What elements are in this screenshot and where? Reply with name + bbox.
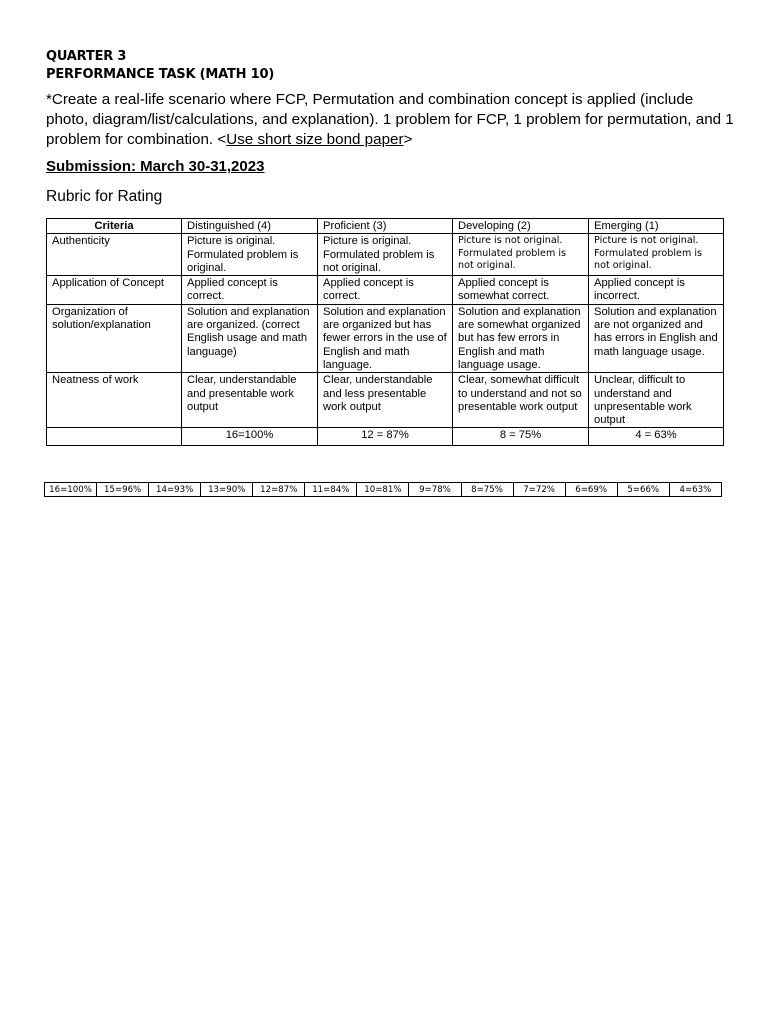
total-cell: 12 = 87%	[318, 428, 453, 446]
rubric-cell: Solution and explanation are organized. (correct English usage and math language)	[182, 304, 318, 372]
scale-cell: 12=87%	[253, 483, 305, 497]
header-criteria: Criteria	[47, 219, 182, 234]
header-distinguished: Distinguished (4)	[182, 219, 318, 234]
rubric-cell: Picture is original. Formulated problem is not original.	[318, 234, 453, 276]
scale-cell: 15=96%	[97, 483, 149, 497]
scale-cell: 4=63%	[669, 483, 721, 497]
rubric-cell: Applied concept is correct.	[318, 276, 453, 305]
rubric-caption: Rubric for Rating	[46, 188, 163, 205]
header-developing: Developing (2)	[453, 219, 589, 234]
rubric-header-row	[47, 219, 724, 234]
rubric-cell: Solution and explanation are organized but has fewer errors in the use of English and math language.	[318, 304, 453, 372]
total-cell	[47, 428, 182, 446]
rubric-cell: Picture is not original. Formulated problem is not original.	[453, 234, 589, 276]
rubric-table	[46, 218, 724, 446]
paper-size-note: Use short size bond paper	[226, 131, 404, 148]
rubric-row-application	[47, 276, 724, 305]
header-emerging: Emerging (1)	[589, 219, 724, 234]
instructions-paragraph	[46, 90, 736, 150]
score-scale-row	[45, 483, 722, 497]
rubric-cell: Unclear, difficult to understand and unpresentable work output	[589, 373, 724, 428]
instructions-text: *Create a real-life scenario where FCP, Permutation and combination concept is applied (include photo, diagram/list/calculations, and explanation). 1 problem for FCP, 1 problem for permutation, and 1 problem for combination. <	[46, 91, 734, 148]
rubric-cell: Applied concept is incorrect.	[589, 276, 724, 305]
rubric-row-neatness	[47, 373, 724, 428]
total-cell: 16=100%	[182, 428, 318, 446]
scale-cell: 7=72%	[513, 483, 565, 497]
scale-cell: 10=81%	[357, 483, 409, 497]
rubric-cell: Solution and explanation are not organized and has errors in English and math language usage.	[589, 304, 724, 372]
instructions-suffix: >	[403, 131, 413, 148]
rubric-cell: Clear, understandable and less presentable work output	[318, 373, 453, 428]
scale-cell: 6=69%	[565, 483, 617, 497]
scale-cell: 5=66%	[617, 483, 669, 497]
rubric-total-row	[47, 428, 724, 446]
scale-cell: 8=75%	[461, 483, 513, 497]
score-scale-table	[44, 482, 722, 497]
criteria-cell: Application of Concept	[47, 276, 182, 305]
rubric-cell: Applied concept is correct.	[182, 276, 318, 305]
scale-cell: 13=90%	[201, 483, 253, 497]
scale-cell: 11=84%	[305, 483, 357, 497]
task-heading: PERFORMANCE TASK (MATH 10)	[46, 67, 275, 82]
rubric-cell: Picture is not original. Formulated problem is not original.	[589, 234, 724, 276]
rubric-cell: Clear, somewhat difficult to understand and not so presentable work output	[453, 373, 589, 428]
total-cell: 8 = 75%	[453, 428, 589, 446]
rubric-cell: Applied concept is somewhat correct.	[453, 276, 589, 305]
total-cell: 4 = 63%	[589, 428, 724, 446]
scale-cell: 16=100%	[45, 483, 97, 497]
criteria-cell: Neatness of work	[47, 373, 182, 428]
rubric-cell: Picture is original. Formulated problem is original.	[182, 234, 318, 276]
criteria-cell: Organization of solution/explanation	[47, 304, 182, 372]
quarter-heading: QUARTER 3	[46, 49, 127, 64]
scale-cell: 9=78%	[409, 483, 461, 497]
rubric-cell: Solution and explanation are somewhat organized but has few errors in English and math language usage.	[453, 304, 589, 372]
rubric-row-organization	[47, 304, 724, 372]
rubric-row-authenticity	[47, 234, 724, 276]
rubric-cell: Clear, understandable and presentable work output	[182, 373, 318, 428]
criteria-cell: Authenticity	[47, 234, 182, 276]
submission-date: Submission: March 30-31,2023	[46, 158, 265, 175]
scale-cell: 14=93%	[149, 483, 201, 497]
header-proficient: Proficient (3)	[318, 219, 453, 234]
